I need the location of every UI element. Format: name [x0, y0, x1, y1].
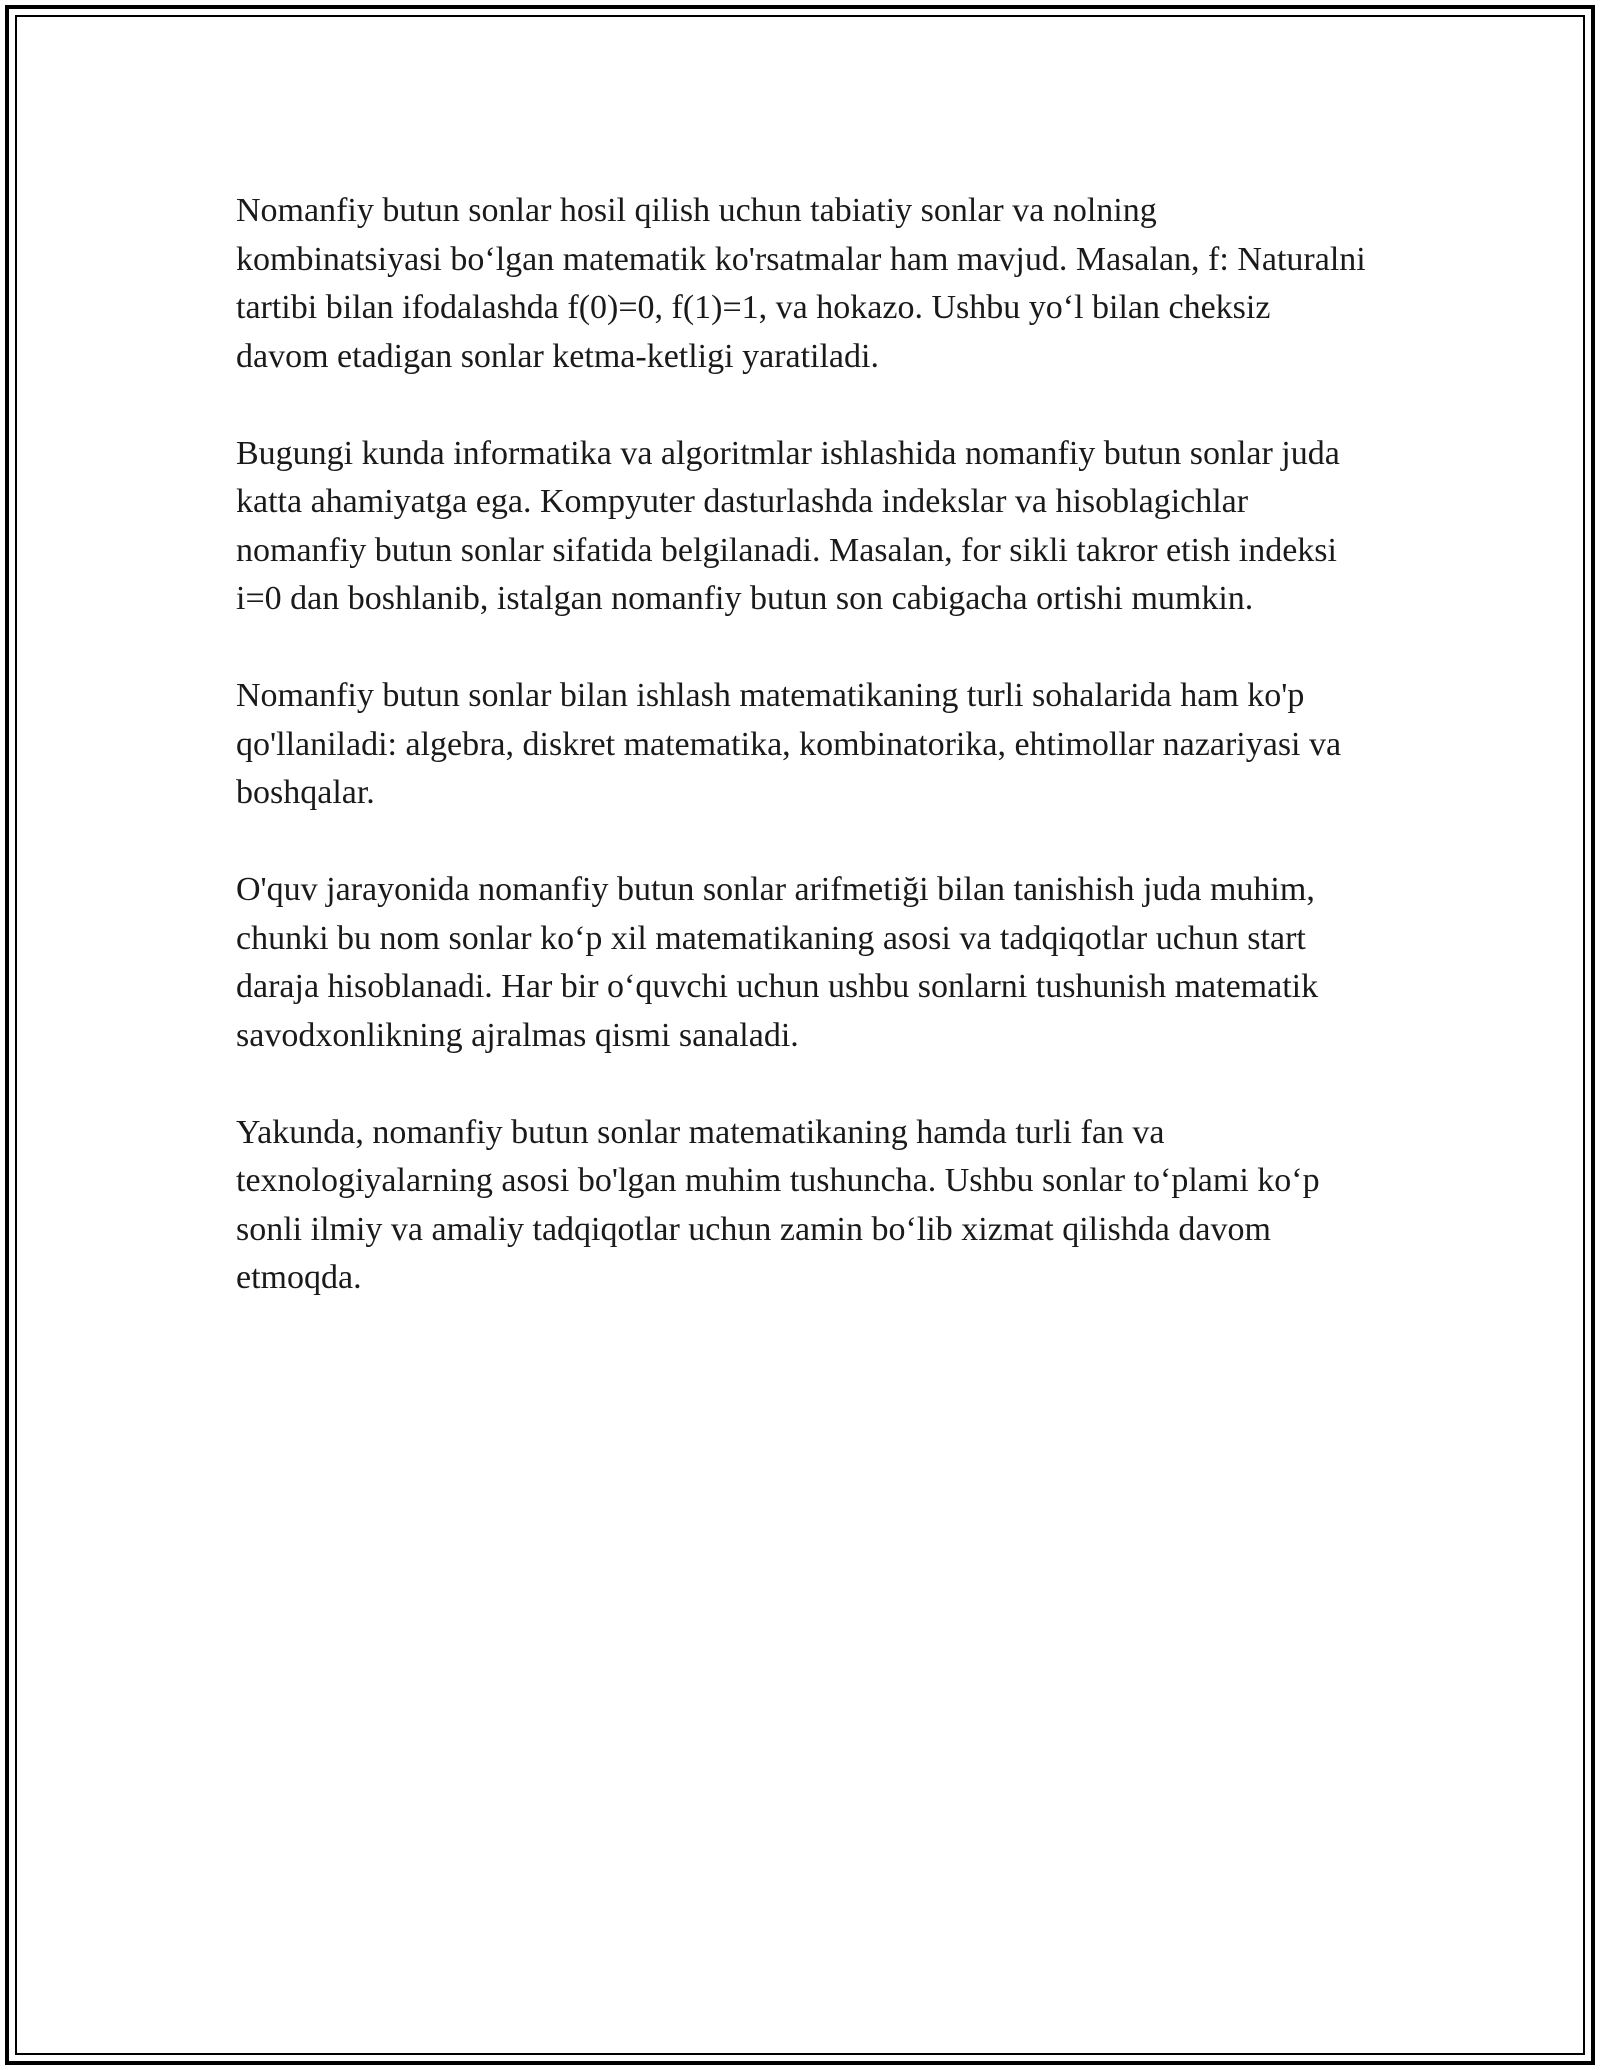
paragraph-1: Nomanfiy butun sonlar hosil qilish uchun tabiatiy sonlar va nolning kombinatsiyasi bo‘lgan matematik ko'rsatmalar ham mavjud. Masalan, f: Naturalni tartibi bilan ifodalashda f(0)=0, f(1)=1, va hokazo. Ushbu yo‘l bilan cheksiz davom etadigan sonlar ketma-ketligi yaratiladi. — [236, 192, 1366, 375]
document-body — [236, 187, 1366, 1351]
paragraph-2: Bugungi kunda informatika va algoritmlar ishlashida nomanfiy butun sonlar juda katta ahamiyatga ega. Kompyuter dasturlashda indekslar va hisoblagichlar nomanfiy butun sonlar sifatida belgilanadi. Masalan, for sikli takror etish indeksi i=0 dan boshlanib, istalgan nomanfiy butun son cabigacha ortishi mumkin. — [236, 434, 1340, 617]
paragraph-3: Nomanfiy butun sonlar bilan ishlash matematikaning turli sohalarida ham ko'p qo'llaniladi: algebra, diskret matematika, kombinatorika, ehtimollar nazariyasi va boshqalar. — [236, 677, 1342, 811]
paragraph-5: Yakunda, nomanfiy butun sonlar matematikaning hamda turli fan va texnologiyalarning asosi bo'lgan muhim tushuncha. Ushbu sonlar to‘plami ko‘p sonli ilmiy va amaliy tadqiqotlar uchun zamin bo‘lib xizmat qilishda davom etmoqda. — [236, 1113, 1320, 1296]
paragraph-4: O'quv jarayonida nomanfiy butun sonlar arifmetiği bilan tanishish juda muhim, chunki bu nom sonlar ko‘p xil matematikaning asosi va tadqiqotlar uchun start daraja hisoblanadi. Har bir o‘quvchi uchun ushbu sonlarni tushunish matematik savodxonlikning ajralmas qismi sanaladi. — [236, 871, 1319, 1054]
